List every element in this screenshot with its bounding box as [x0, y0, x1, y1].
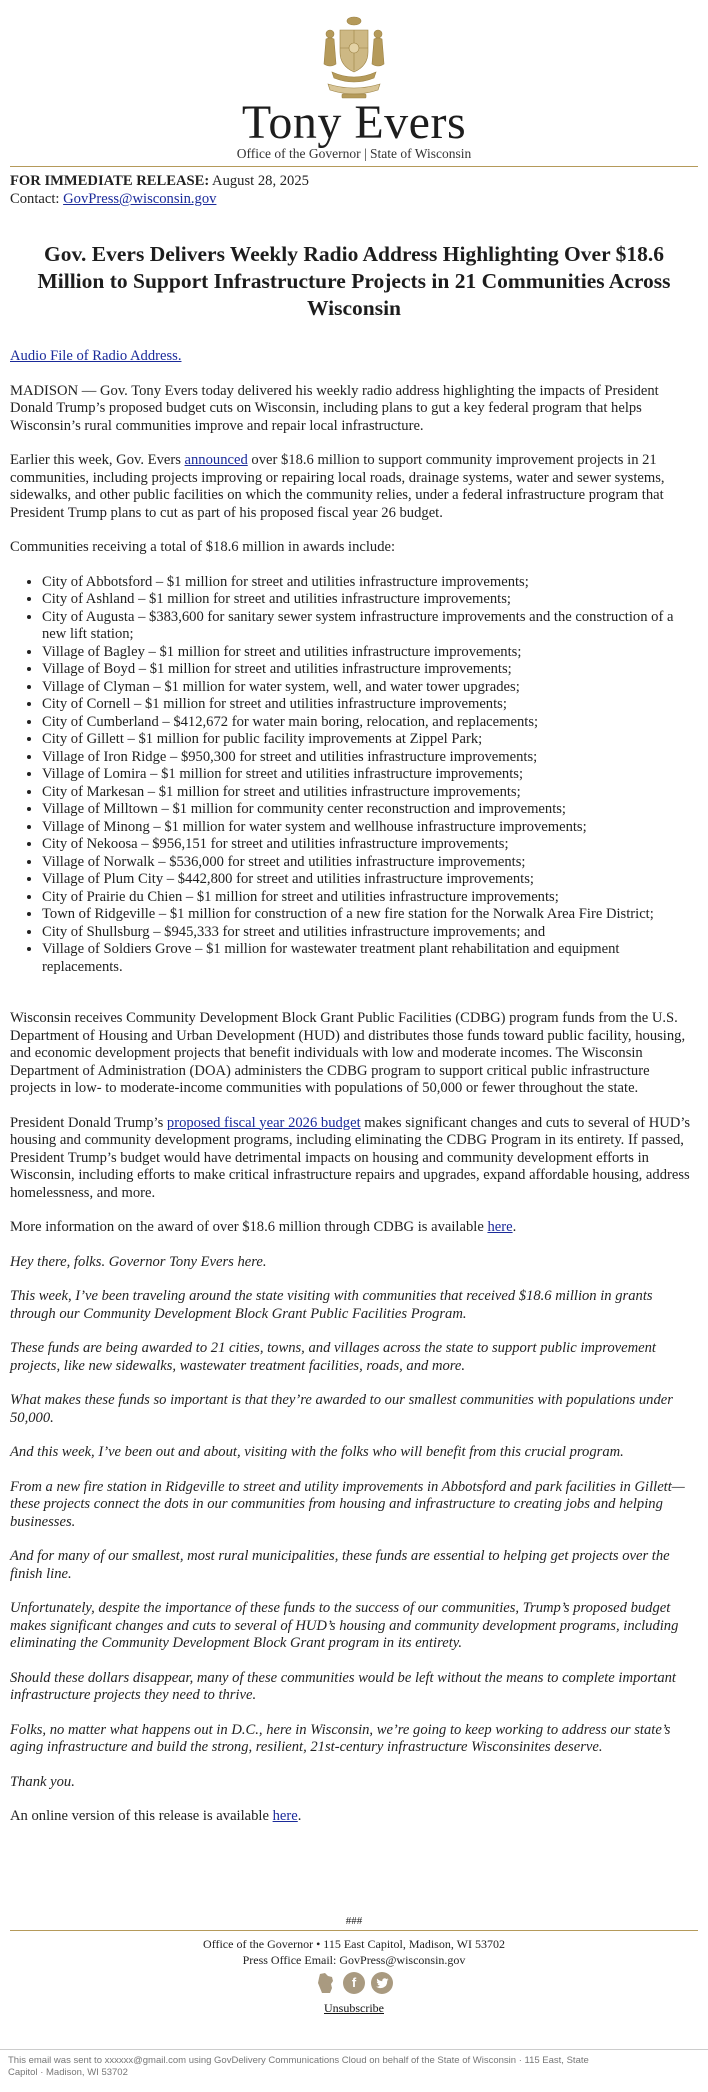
address-paragraph: And for many of our smallest, most rural municipalities, these funds are essential to helping get projects over the finish line. [10, 1548, 670, 1582]
list-item: • Village of Clyman – $1 million for water system, well, and water tower upgrades; [42, 679, 698, 697]
header-divider [10, 166, 698, 167]
announced-link[interactable]: announced [184, 452, 248, 468]
contact-email-link[interactable]: GovPress@wisconsin.gov [63, 191, 217, 207]
address-paragraph: From a new fire station in Ridgeville to street and utility improvements in Abbotsford and park facilities in Gillett—these projects connect the dots in our communities from housing and infrastructure to creating jobs and helping businesses. [10, 1478, 685, 1530]
list-item: • City of Gillett – $1 million for public facility improvements at Zippel Park; [42, 731, 698, 749]
list-item: • City of Markesan – $1 million for street and utilities infrastructure improvements; [42, 784, 698, 802]
paragraph-text: . [297, 1808, 302, 1824]
paragraph-online-version [10, 1808, 698, 1826]
delivery-disclaimer: This email was sent to xxxxxx@gmail.com using GovDelivery Communications Cloud on behalf of the State of Wisconsin · 115 East, State Capitol · Madison, WI 53702 [8, 2055, 589, 2078]
email-footer [0, 1915, 708, 2016]
list-item: • Village of Bagley – $1 million for street and utilities infrastructure improvements; [42, 644, 698, 662]
list-item: • Village of Milltown – $1 million for community center reconstruction and improvements; [42, 801, 698, 819]
more-info-here-link[interactable]: here [487, 1219, 513, 1235]
list-item: • Town of Ridgeville – $1 million for construction of a new fire station for the Norwalk Area Fire District; [42, 906, 698, 924]
list-item: • Village of Soldiers Grove – $1 million for wastewater treatment plant rehabilitation and equipment replacements. [42, 941, 698, 976]
list-item: • City of Cumberland – $412,672 for water main boring, relocation, and replacements; [42, 714, 698, 732]
contact-label: Contact: [10, 191, 60, 207]
release-date: August 28, 2025 [212, 173, 309, 189]
list-item: • Village of Lomira – $1 million for street and utilities infrastructure improvements; [42, 766, 698, 784]
disclaimer-divider [0, 2049, 708, 2050]
awards-list [42, 574, 698, 977]
address-paragraph: And this week, I’ve been out and about, visiting with the folks who will benefit from this crucial program. [10, 1444, 624, 1460]
press-release-headline: Gov. Evers Delivers Weekly Radio Address Highlighting Over $18.6 Million to Support Infrastructure Projects in 21 Communities Across Wisconsin [37, 242, 671, 320]
paragraph-more-info [10, 1219, 698, 1237]
online-version-here-link[interactable]: here [272, 1808, 298, 1824]
release-label: FOR IMMEDIATE RELEASE: [10, 173, 210, 189]
release-body [10, 348, 698, 1843]
paragraph-budget [10, 1115, 698, 1203]
list-item: • City of Prairie du Chien – $1 million for street and utilities infrastructure improvements; [42, 889, 698, 907]
footer-divider [10, 1930, 698, 1931]
footer-email: Press Office Email: GovPress@wisconsin.gov [242, 1953, 466, 1967]
list-item: • City of Ashland – $1 million for street and utilities infrastructure improvements; [42, 591, 698, 609]
list-item: • City of Shullsburg – $945,333 for street and utilities infrastructure improvements; and [42, 924, 698, 942]
paragraph-text: . [512, 1219, 517, 1235]
footer-address: Office of the Governor • 115 East Capitol, Madison, WI 53702 [203, 1937, 505, 1951]
list-item: • City of Augusta – $383,600 for sanitary sewer system infrastructure improvements and the construction of a new lift station; [42, 609, 698, 644]
paragraph-text: President Donald Trump’s [10, 1114, 167, 1131]
release-info [10, 172, 698, 208]
email-header [0, 0, 708, 168]
address-paragraph: Hey there, folks. Governor Tony Evers here. [10, 1253, 267, 1270]
address-paragraph: What makes these funds so important is that they’re awarded to our smallest communities with populations under 50,000. [10, 1392, 673, 1426]
office-subtitle: Office of the Governor | State of Wisconsin [236, 146, 472, 161]
address-paragraph: These funds are being awarded to 21 cities, towns, and villages across the state to support public improvement projects, like new sidewalks, wastewater treatment facilities, roads, and more. [10, 1340, 656, 1374]
paragraph-text: over $18.6 million to support community improvement projects in 21 communities, including projects improving or repairing local roads, drainage systems, water and sewer systems, sidewalks, and other public facilities on which the community relies, under a federal infrastructure program that President Trump plans to cut as part of his proposed fiscal year 26 budget. [10, 452, 665, 521]
paragraph-text: More information on the award of over $18.6 million through CDBG is available [10, 1219, 488, 1235]
social-links [0, 1972, 708, 1994]
paragraph-cdbg: Wisconsin receives Community Development Block Grant Public Facilities (CDBG) program funds from the U.S. Department of Housing and Urban Development (HUD) and distributes those funds toward public facility, housing, and economic development projects that benefit individuals with low and moderate incomes. The Wisconsin Department of Administration (DOA) administers the CDBG program to support critical public infrastructure projects in low- to moderate-income communities with populations of 50,000 or fewer throughout the state. [10, 1010, 686, 1096]
list-item: • City of Nekoosa – $956,151 for street and utilities infrastructure improvements; [42, 836, 698, 854]
address-paragraph: Unfortunately, despite the importance of these funds to the success of our communities, Trump’s proposed budget makes significant changes and cuts to several of HUD’s housing and community development programs, including eliminating the Community Development Block Grant program in its entirety. [10, 1600, 679, 1651]
list-item: • Village of Iron Ridge – $950,300 for street and utilities infrastructure improvements; [42, 749, 698, 767]
address-paragraph: This week, I’ve been traveling around the state visiting with communities that received $18.6 million in grants through our Community Development Block Grant Public Facilities Program. [10, 1288, 653, 1322]
twitter-icon[interactable] [371, 1972, 393, 1994]
proposed-budget-link[interactable]: proposed fiscal year 2026 budget [166, 1114, 361, 1131]
unsubscribe-link[interactable]: Unsubscribe [324, 2001, 384, 2015]
paragraph-text: makes significant changes and cuts to several of HUD’s housing and community development programs, including eliminating the CDBG Program in its entirety. If passed, President Trump’s budget would have detrimental impacts on housing and community development efforts in Wisconsin, including efforts to make critical infrastructure repairs and upgrades, expand affordable housing, address homelessness, and more. [10, 1114, 691, 1201]
address-paragraph: Thank you. [10, 1773, 75, 1790]
paragraph-communities-intro: Communities receiving a total of $18.6 million in awards include: [10, 539, 396, 555]
contact-line [10, 190, 698, 208]
list-item: • Village of Plum City – $442,800 for street and utilities infrastructure improvements; [42, 871, 698, 889]
list-item: • City of Cornell – $1 million for street and utilities infrastructure improvements; [42, 696, 698, 714]
list-item: • Village of Boyd – $1 million for street and utilities infrastructure improvements; [42, 661, 698, 679]
list-item: • Village of Norwalk – $536,000 for street and utilities infrastructure improvements; [42, 854, 698, 872]
paragraph-announcement [10, 452, 698, 522]
end-marker: ### [345, 1915, 363, 1927]
paragraph-text: An online version of this release is available [10, 1808, 273, 1824]
facebook-icon[interactable]: f [343, 1972, 365, 1994]
address-paragraph: Folks, no matter what happens out in D.C., here in Wisconsin, we’re going to keep working to address our state’s aging infrastructure and build the strong, resilient, 21st-century infrastructure Wisconsinites deserve. [10, 1721, 671, 1755]
paragraph-text: Earlier this week, Gov. Evers [10, 452, 185, 468]
wisconsin-state-icon[interactable] [315, 1972, 337, 1994]
audio-file-link[interactable]: Audio File of Radio Address. [10, 348, 182, 364]
address-paragraph: Should these dollars disappear, many of these communities would be left without the means to complete important infrastructure projects they need to thrive. [10, 1669, 676, 1703]
wisconsin-seal-logo [308, 12, 400, 104]
governor-name: Tony Evers [241, 96, 467, 149]
list-item: • City of Abbotsford – $1 million for street and utilities infrastructure improvements; [42, 574, 698, 592]
list-item: • Village of Minong – $1 million for water system and wellhouse infrastructure improvements; [42, 819, 698, 837]
release-date-line [10, 172, 698, 190]
paragraph-madison: MADISON — Gov. Tony Evers today delivered his weekly radio address highlighting the impacts of President Donald Trump’s proposed budget cuts on Wisconsin, including plans to gut a key federal program that helps Wisconsin’s rural communities improve and repair local infrastructure. [10, 382, 659, 434]
